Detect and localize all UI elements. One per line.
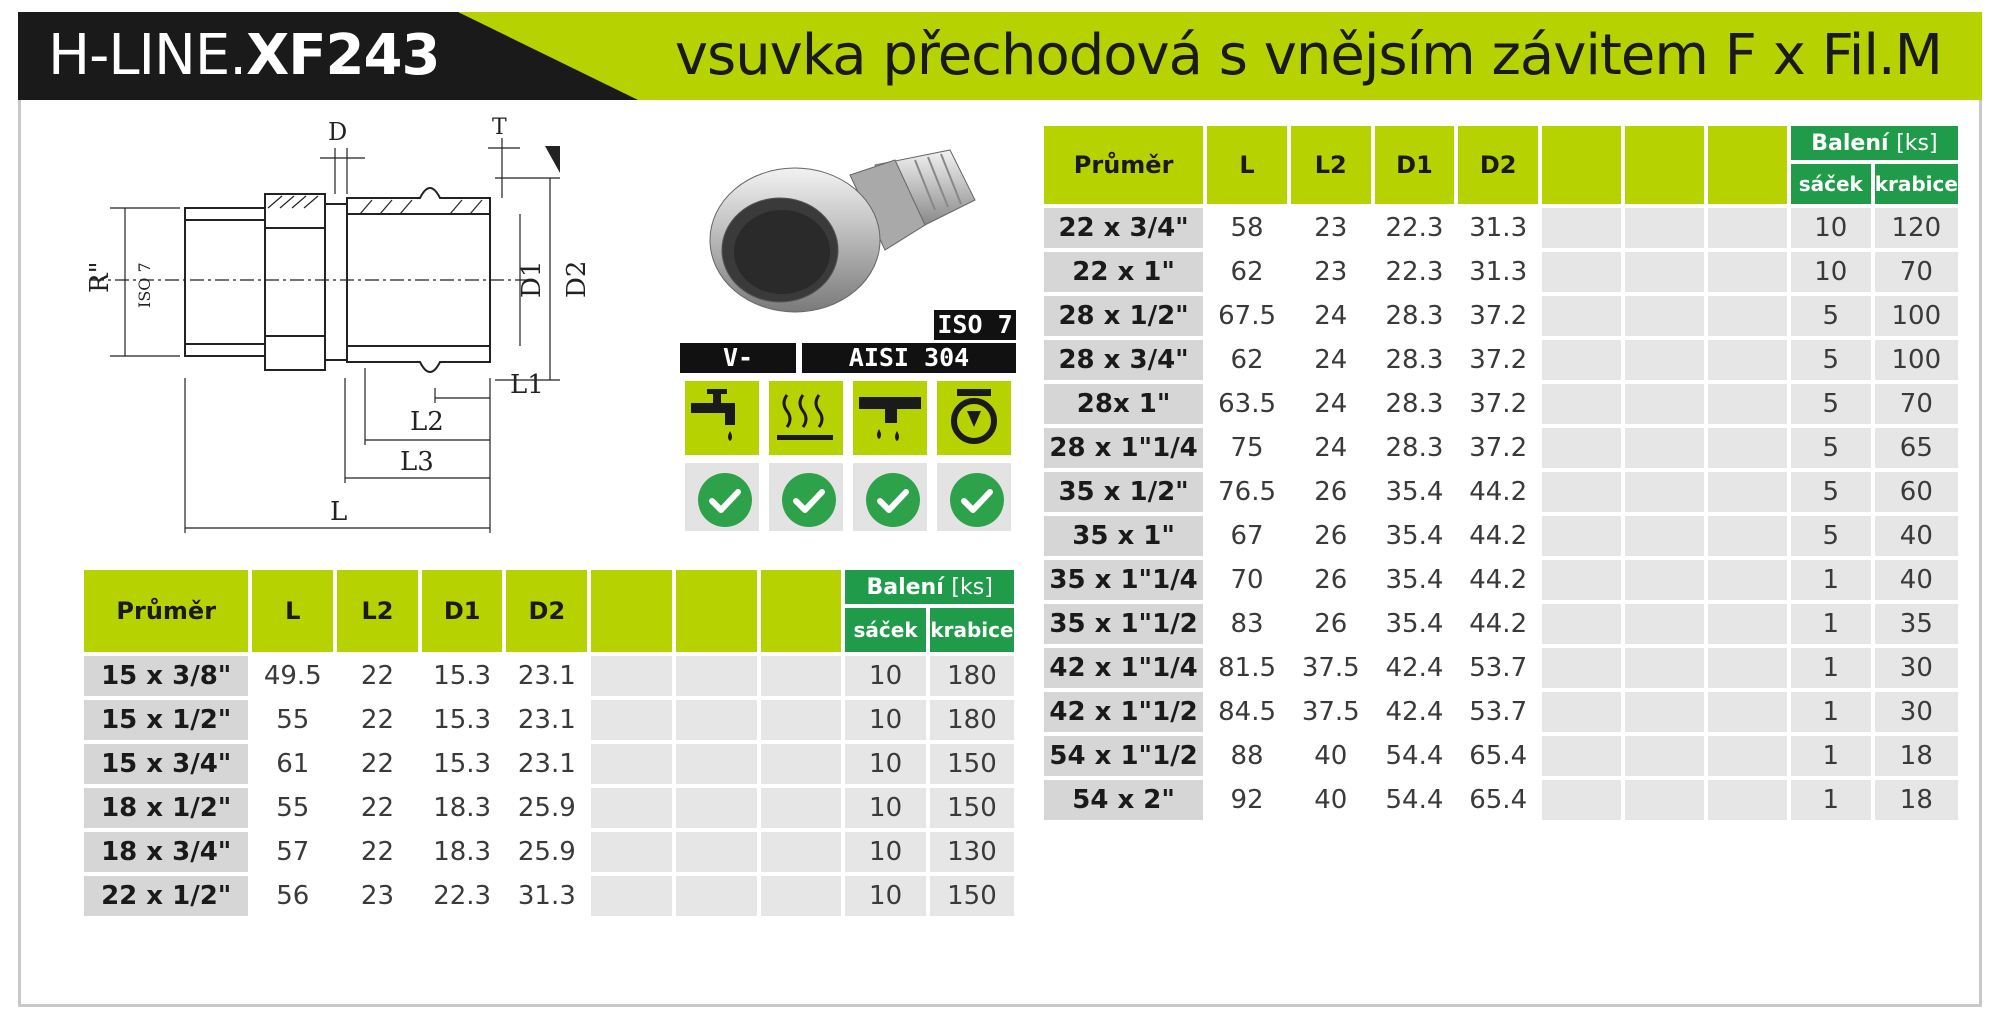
l-cell: 83	[1207, 604, 1287, 644]
water-tap-icon	[685, 381, 759, 455]
col-bag-header: sáček	[1791, 164, 1871, 204]
check-heating	[766, 460, 846, 534]
empty-cell	[1542, 384, 1621, 424]
table-row	[1044, 516, 1958, 556]
d1-cell: 54.4	[1375, 736, 1455, 776]
l2-cell: 23	[1291, 208, 1371, 248]
empty-cell	[1625, 648, 1704, 688]
check-icon	[866, 473, 920, 527]
empty-cell	[761, 656, 842, 696]
empty-cell	[1542, 604, 1621, 644]
col-box-header: krabice	[930, 608, 1014, 652]
empty-cell	[1625, 516, 1704, 556]
bag-cell: 10	[845, 788, 926, 828]
size-cell: 35 x 1"	[1044, 516, 1203, 556]
product-code	[48, 24, 439, 88]
d1-cell: 15.3	[422, 700, 503, 740]
feature-gas	[934, 378, 1014, 458]
l-cell: 62	[1207, 340, 1287, 380]
d1-cell: 18.3	[422, 832, 503, 872]
empty-cell	[1542, 516, 1621, 556]
empty-cell	[1542, 340, 1621, 380]
d2-cell: 23.1	[506, 700, 587, 740]
feature-water	[682, 378, 762, 458]
page-title: vsuvka přechodová s vnějsím závitem F x Fil.M	[674, 23, 1942, 88]
box-cell: 30	[1875, 692, 1958, 732]
table-row	[1044, 472, 1958, 512]
heating-icon	[769, 381, 843, 455]
empty-cell	[1625, 384, 1704, 424]
l-cell: 49.5	[252, 656, 333, 696]
d1-cell: 28.3	[1375, 340, 1455, 380]
table-row	[1044, 692, 1958, 732]
size-cell: 28 x 1/2"	[1044, 296, 1203, 336]
pack-label: Balení	[1811, 130, 1889, 156]
l2-cell: 37.5	[1291, 692, 1371, 732]
pack-label: Balení	[866, 574, 944, 600]
box-cell: 65	[1875, 428, 1958, 468]
l2-cell: 26	[1291, 604, 1371, 644]
box-cell: 18	[1875, 736, 1958, 776]
empty-cell	[1542, 296, 1621, 336]
check-icon	[782, 473, 836, 527]
empty-cell	[591, 656, 672, 696]
table-row	[1044, 296, 1958, 336]
table-row	[84, 832, 1014, 872]
l-cell: 55	[252, 788, 333, 828]
bag-cell: 1	[1791, 692, 1871, 732]
empty-cell	[1708, 296, 1787, 336]
l2-cell: 22	[337, 788, 418, 828]
empty-cell	[1708, 692, 1787, 732]
box-cell: 30	[1875, 648, 1958, 688]
table-row	[84, 788, 1014, 828]
bag-cell: 5	[1791, 428, 1871, 468]
col-d1-header: D1	[1375, 126, 1455, 204]
d1-cell: 54.4	[1375, 780, 1455, 820]
table-row	[1044, 252, 1958, 292]
l2-cell: 22	[337, 832, 418, 872]
l-cell: 63.5	[1207, 384, 1287, 424]
empty-cell	[676, 832, 757, 872]
col-size-header: Průměr	[1044, 126, 1203, 204]
table-row	[1044, 428, 1958, 468]
table-row	[84, 656, 1014, 696]
l-cell: 84.5	[1207, 692, 1287, 732]
table-row	[1044, 384, 1958, 424]
table-row	[84, 876, 1014, 916]
brand-code: XF243	[246, 23, 440, 88]
table-row	[1044, 208, 1958, 248]
size-cell: 54 x 2"	[1044, 780, 1203, 820]
size-cell: 15 x 3/8"	[84, 656, 248, 696]
empty-cell	[1708, 516, 1787, 556]
pipe-drip-icon	[853, 381, 927, 455]
l-cell: 75	[1207, 428, 1287, 468]
box-cell: 18	[1875, 780, 1958, 820]
label-l3: L3	[400, 447, 434, 477]
col-pack-header	[845, 570, 1014, 604]
box-cell: 130	[930, 832, 1014, 872]
empty-cell	[1708, 340, 1787, 380]
empty-cell	[1708, 560, 1787, 600]
bag-cell: 1	[1791, 604, 1871, 644]
table-row	[84, 700, 1014, 740]
box-cell: 180	[930, 700, 1014, 740]
empty-cell	[1542, 472, 1621, 512]
d2-cell: 65.4	[1458, 736, 1538, 776]
col-d2-header: D2	[506, 570, 587, 652]
empty-cell	[1542, 780, 1621, 820]
spec-table-left	[80, 566, 1018, 920]
col-empty-header	[676, 570, 757, 652]
l2-cell: 22	[337, 744, 418, 784]
label-iso: ISO 7	[135, 262, 154, 308]
size-cell: 42 x 1"1/2	[1044, 692, 1203, 732]
l2-cell: 26	[1291, 516, 1371, 556]
col-l2-header: L2	[1291, 126, 1371, 204]
l2-cell: 22	[337, 700, 418, 740]
product-photo	[700, 130, 990, 325]
col-empty-header	[761, 570, 842, 652]
empty-cell	[761, 832, 842, 872]
col-box-header: krabice	[1875, 164, 1958, 204]
bag-cell: 5	[1791, 340, 1871, 380]
empty-cell	[676, 744, 757, 784]
d2-cell: 31.3	[1458, 252, 1538, 292]
d1-cell: 15.3	[422, 744, 503, 784]
empty-cell	[1708, 428, 1787, 468]
l-cell: 67.5	[1207, 296, 1287, 336]
d1-cell: 35.4	[1375, 604, 1455, 644]
size-cell: 28x 1"	[1044, 384, 1203, 424]
size-cell: 35 x 1"1/2	[1044, 604, 1203, 644]
label-t: T	[492, 115, 507, 140]
fitting-photo-svg	[700, 130, 990, 325]
l2-cell: 24	[1291, 384, 1371, 424]
label-d: D	[328, 118, 348, 146]
table-row	[1044, 648, 1958, 688]
check-water	[682, 460, 762, 534]
d2-cell: 31.3	[1458, 208, 1538, 248]
empty-cell	[1625, 692, 1704, 732]
table-row	[1044, 736, 1958, 776]
table-row	[1044, 604, 1958, 644]
l-cell: 58	[1207, 208, 1287, 248]
bag-cell: 5	[1791, 472, 1871, 512]
box-cell: 150	[930, 744, 1014, 784]
check-icon	[698, 473, 752, 527]
empty-cell	[1708, 780, 1787, 820]
l-cell: 88	[1207, 736, 1287, 776]
empty-cell	[1625, 560, 1704, 600]
empty-cell	[1542, 736, 1621, 776]
col-empty-header	[1542, 126, 1621, 204]
size-cell: 15 x 1/2"	[84, 700, 248, 740]
box-cell: 35	[1875, 604, 1958, 644]
l-cell: 70	[1207, 560, 1287, 600]
box-cell: 100	[1875, 296, 1958, 336]
box-cell: 120	[1875, 208, 1958, 248]
empty-cell	[1708, 736, 1787, 776]
spec-table-right	[1040, 122, 1962, 824]
empty-cell	[591, 788, 672, 828]
empty-cell	[761, 788, 842, 828]
bag-cell: 5	[1791, 516, 1871, 556]
empty-cell	[591, 700, 672, 740]
check-pipe	[850, 460, 930, 534]
d2-cell: 53.7	[1458, 692, 1538, 732]
l-cell: 76.5	[1207, 472, 1287, 512]
label-r: R"	[85, 261, 115, 293]
empty-cell	[1708, 648, 1787, 688]
empty-cell	[591, 876, 672, 916]
empty-cell	[1542, 692, 1621, 732]
d1-cell: 22.3	[422, 876, 503, 916]
l-cell: 57	[252, 832, 333, 872]
box-cell: 60	[1875, 472, 1958, 512]
empty-cell	[761, 744, 842, 784]
empty-cell	[761, 876, 842, 916]
empty-cell	[591, 832, 672, 872]
bag-cell: 10	[845, 744, 926, 784]
empty-cell	[1625, 472, 1704, 512]
table-row	[1044, 340, 1958, 380]
empty-cell	[676, 876, 757, 916]
empty-cell	[1625, 604, 1704, 644]
col-bag-header: sáček	[845, 608, 926, 652]
bag-cell: 5	[1791, 296, 1871, 336]
d2-cell: 65.4	[1458, 780, 1538, 820]
size-cell: 35 x 1/2"	[1044, 472, 1203, 512]
bag-cell: 10	[1791, 208, 1871, 248]
d1-cell: 42.4	[1375, 648, 1455, 688]
l-cell: 92	[1207, 780, 1287, 820]
technical-drawing	[85, 115, 650, 548]
bag-cell: 10	[845, 656, 926, 696]
col-pack-header	[1791, 126, 1958, 160]
col-l-header: L	[252, 570, 333, 652]
col-empty-header	[1708, 126, 1787, 204]
col-l2-header: L2	[337, 570, 418, 652]
empty-cell	[1708, 252, 1787, 292]
size-cell: 35 x 1"1/4	[1044, 560, 1203, 600]
col-d2-header: D2	[1458, 126, 1538, 204]
size-cell: 18 x 3/4"	[84, 832, 248, 872]
empty-cell	[1625, 736, 1704, 776]
bag-cell: 1	[1791, 780, 1871, 820]
d2-cell: 25.9	[506, 832, 587, 872]
col-empty-header	[591, 570, 672, 652]
empty-cell	[676, 700, 757, 740]
label-l1: L1	[510, 370, 544, 400]
empty-cell	[1625, 780, 1704, 820]
size-cell: 15 x 3/4"	[84, 744, 248, 784]
col-d1-header: D1	[422, 570, 503, 652]
empty-cell	[676, 656, 757, 696]
bag-cell: 10	[1791, 252, 1871, 292]
box-cell: 40	[1875, 560, 1958, 600]
material-badge: AISI 304	[802, 343, 1016, 373]
empty-cell	[1542, 560, 1621, 600]
bag-cell: 5	[1791, 384, 1871, 424]
feature-pipe	[850, 378, 930, 458]
label-l: L	[330, 497, 348, 527]
pack-unit: [ks]	[951, 574, 993, 600]
table-row	[1044, 560, 1958, 600]
col-size-header: Průměr	[84, 570, 248, 652]
empty-cell	[1625, 252, 1704, 292]
d1-cell: 35.4	[1375, 560, 1455, 600]
d2-cell: 53.7	[1458, 648, 1538, 688]
col-l-header: L	[1207, 126, 1287, 204]
l-cell: 67	[1207, 516, 1287, 556]
l2-cell: 24	[1291, 428, 1371, 468]
box-cell: 70	[1875, 384, 1958, 424]
empty-cell	[676, 788, 757, 828]
size-cell: 22 x 3/4"	[1044, 208, 1203, 248]
gas-icon	[937, 381, 1011, 455]
l2-cell: 40	[1291, 780, 1371, 820]
size-cell: 28 x 1"1/4	[1044, 428, 1203, 468]
empty-cell	[761, 700, 842, 740]
iso-badge: ISO 7	[934, 310, 1016, 340]
empty-cell	[1542, 428, 1621, 468]
empty-cell	[1542, 208, 1621, 248]
l-cell: 55	[252, 700, 333, 740]
d1-cell: 28.3	[1375, 428, 1455, 468]
brand-prefix: H-LINE.	[48, 23, 247, 88]
l2-cell: 24	[1291, 340, 1371, 380]
box-cell: 70	[1875, 252, 1958, 292]
l2-cell: 22	[337, 656, 418, 696]
d1-cell: 35.4	[1375, 472, 1455, 512]
d2-cell: 44.2	[1458, 560, 1538, 600]
bag-cell: 1	[1791, 648, 1871, 688]
d1-cell: 22.3	[1375, 208, 1455, 248]
l-cell: 62	[1207, 252, 1287, 292]
empty-cell	[1542, 252, 1621, 292]
bag-cell: 10	[845, 832, 926, 872]
l-cell: 81.5	[1207, 648, 1287, 688]
d1-cell: 22.3	[1375, 252, 1455, 292]
d1-cell: 35.4	[1375, 516, 1455, 556]
d2-cell: 31.3	[506, 876, 587, 916]
l-cell: 61	[252, 744, 333, 784]
empty-cell	[1625, 428, 1704, 468]
empty-cell	[591, 744, 672, 784]
bag-cell: 1	[1791, 736, 1871, 776]
col-empty-header	[1625, 126, 1704, 204]
d2-cell: 23.1	[506, 656, 587, 696]
d2-cell: 44.2	[1458, 604, 1538, 644]
size-cell: 18 x 1/2"	[84, 788, 248, 828]
d2-cell: 23.1	[506, 744, 587, 784]
d2-cell: 37.2	[1458, 428, 1538, 468]
bag-cell: 10	[845, 876, 926, 916]
empty-cell	[1625, 296, 1704, 336]
bag-cell: 10	[845, 700, 926, 740]
table-row	[1044, 780, 1958, 820]
empty-cell	[1708, 384, 1787, 424]
l2-cell: 23	[1291, 252, 1371, 292]
l2-cell: 26	[1291, 560, 1371, 600]
profile-badge: V-	[680, 343, 796, 373]
d2-cell: 44.2	[1458, 516, 1538, 556]
check-icon	[950, 473, 1004, 527]
empty-cell	[1542, 648, 1621, 688]
l2-cell: 23	[337, 876, 418, 916]
label-d2: D2	[562, 260, 592, 298]
box-cell: 150	[930, 876, 1014, 916]
size-cell: 28 x 3/4"	[1044, 340, 1203, 380]
table-row	[84, 744, 1014, 784]
d2-cell: 44.2	[1458, 472, 1538, 512]
label-d1: D1	[517, 260, 547, 298]
label-l2: L2	[410, 407, 444, 437]
d2-cell: 37.2	[1458, 296, 1538, 336]
d2-cell: 37.2	[1458, 340, 1538, 380]
size-cell: 22 x 1/2"	[84, 876, 248, 916]
empty-cell	[1708, 604, 1787, 644]
bag-cell: 1	[1791, 560, 1871, 600]
empty-cell	[1708, 472, 1787, 512]
empty-cell	[1625, 340, 1704, 380]
fitting-drawing-svg	[85, 115, 650, 548]
d2-cell: 37.2	[1458, 384, 1538, 424]
feature-heating	[766, 378, 846, 458]
empty-cell	[1708, 208, 1787, 248]
d1-cell: 42.4	[1375, 692, 1455, 732]
l2-cell: 24	[1291, 296, 1371, 336]
l2-cell: 40	[1291, 736, 1371, 776]
d2-cell: 25.9	[506, 788, 587, 828]
size-cell: 54 x 1"1/2	[1044, 736, 1203, 776]
box-cell: 150	[930, 788, 1014, 828]
size-cell: 42 x 1"1/4	[1044, 648, 1203, 688]
header	[18, 12, 1982, 100]
d1-cell: 28.3	[1375, 384, 1455, 424]
d1-cell: 15.3	[422, 656, 503, 696]
l2-cell: 26	[1291, 472, 1371, 512]
pack-unit: [ks]	[1896, 130, 1938, 156]
box-cell: 100	[1875, 340, 1958, 380]
box-cell: 40	[1875, 516, 1958, 556]
d1-cell: 28.3	[1375, 296, 1455, 336]
check-gas	[934, 460, 1014, 534]
empty-cell	[1625, 208, 1704, 248]
box-cell: 180	[930, 656, 1014, 696]
size-cell: 22 x 1"	[1044, 252, 1203, 292]
l-cell: 56	[252, 876, 333, 916]
d1-cell: 18.3	[422, 788, 503, 828]
l2-cell: 37.5	[1291, 648, 1371, 688]
